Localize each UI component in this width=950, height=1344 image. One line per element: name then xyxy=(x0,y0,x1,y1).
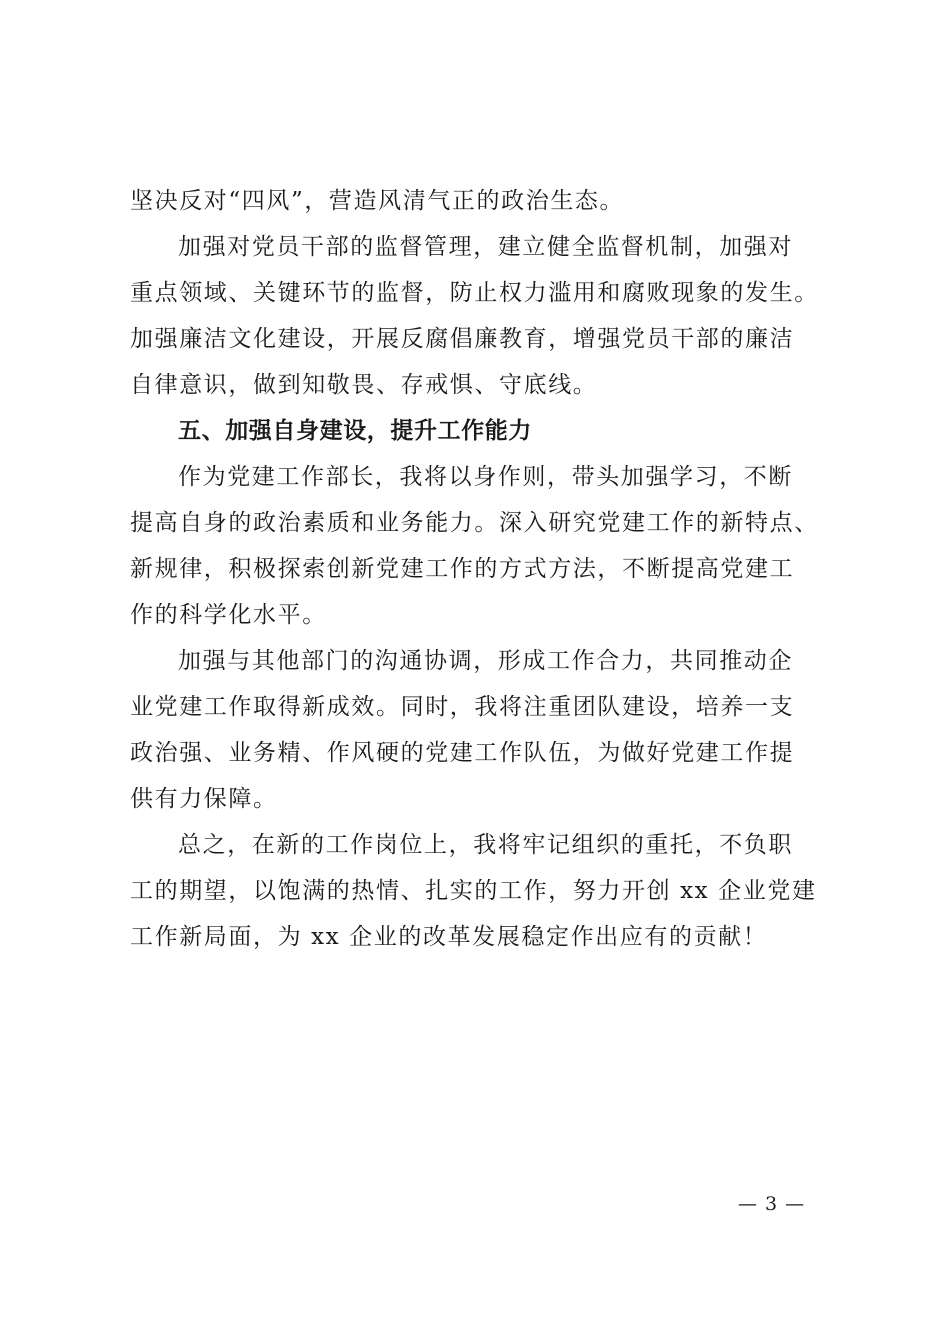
paragraph-line: 总之，在新的工作岗位上，我将牢记组织的重托，不负职 xyxy=(178,832,793,858)
body-line: 工作新局面，为 xx 企业的改革发展稳定作出应有的贡献！ xyxy=(130,924,768,950)
body-line: 工的期望，以饱满的热情、扎实的工作，努力开创 xx 企业党建 xyxy=(130,878,817,904)
section-heading: 五、加强自身建设，提升工作能力 xyxy=(178,418,532,444)
body-line: 提高自身的政治素质和业务能力。深入研究党建工作的新特点、 xyxy=(130,510,819,536)
paragraph-line: 加强与其他部门的沟通协调，形成工作合力，共同推动企 xyxy=(178,648,793,674)
body-line: 作的科学化水平。 xyxy=(130,602,327,628)
body-line: 加强廉洁文化建设，开展反腐倡廉教育，增强党员干部的廉洁 xyxy=(130,326,795,352)
body-line: 供有力保障。 xyxy=(130,786,278,812)
body-line: 新规律，积极探索创新党建工作的方式方法，不断提高党建工 xyxy=(130,556,795,582)
body-line: 业党建工作取得新成效。同时，我将注重团队建设，培养一支 xyxy=(130,694,795,720)
paragraph-line: 作为党建工作部长，我将以身作则，带头加强学习，不断 xyxy=(178,464,793,490)
body-line: 重点领域、关键环节的监督，防止权力滥用和腐败现象的发生。 xyxy=(130,280,819,306)
body-line: 自律意识，做到知敬畏、存戒惧、守底线。 xyxy=(130,372,598,398)
body-line: 政治强、业务精、作风硬的党建工作队伍，为做好党建工作提 xyxy=(130,740,795,766)
body-line: 坚决反对“四风”，营造风清气正的政治生态。 xyxy=(130,188,625,214)
page-number: — 3 — xyxy=(738,1193,806,1215)
document-body xyxy=(130,178,830,960)
paragraph-line: 加强对党员干部的监督管理，建立健全监督机制，加强对 xyxy=(178,234,793,260)
